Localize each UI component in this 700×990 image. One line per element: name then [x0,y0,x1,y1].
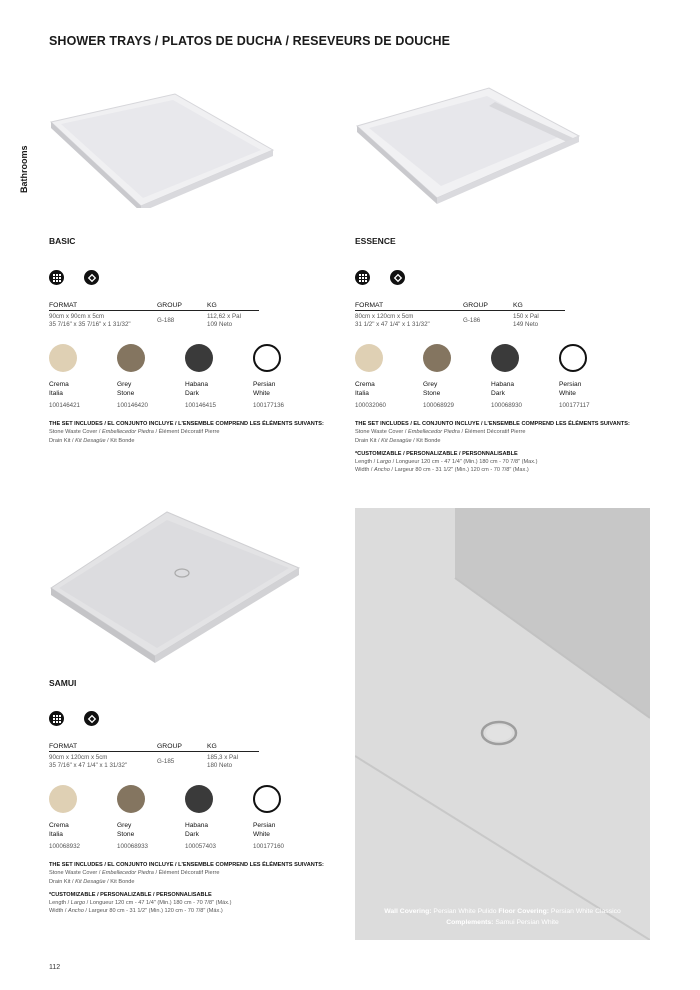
swatch-name: Crema Italia [49,822,69,838]
feature-icons [49,270,99,285]
kg-header: KG [513,302,565,311]
grid-circle-icon [49,711,64,726]
swatch-circle [559,344,587,372]
product-name: ESSENCE [355,236,396,246]
swatch-code: 100146415 [185,402,216,409]
swatch-name: Grey Stone [117,822,135,838]
includes-block: THE SET INCLUDES / EL CONJUNTO INCLUYE / L'ENSEMBLE COMPREND LES ÉLÉMENTS SUIVANTS: Stone Waste Cover / Embellecedor Piedra / Élément Décoratif Pierre Drain Kit / Kit Desagüe / Kit Bonde *CUSTOMIZABLE / PERSONALIZABLE / PERSONNALISABLE Length / Largo / Longueur 120 cm - 47 1/4" (Min.) 180 cm - 70 7/8" (Max.) Width / Ancho / Largeur 80 cm - 31 1/2" (Min.) 120 cm - 70 7/8" (Max.) [355,421,630,474]
diamond-circle-icon [84,711,99,726]
format-value: 80cm x 120cm x 5cm 31 1/2" x 47 1/4" x 1 31/32" [355,313,430,328]
swatch-name: Persian White [253,381,276,397]
swatch-item [559,344,627,409]
swatch-circle [49,785,77,813]
swatch-name: Crema Italia [355,381,375,397]
format-value: 90cm x 120cm x 5cm 35 7/16" x 47 1/4" x 1 31/32" [49,754,128,769]
color-swatches [49,785,321,850]
swatch-item [185,785,253,850]
swatch-code: 100068933 [117,843,148,850]
swatch-code: 100177160 [253,843,284,850]
color-swatches [355,344,627,409]
page-title: SHOWER TRAYS / PLATOS DE DUCHA / RESEVEURS DE DOUCHE [49,34,451,48]
swatch-code: 100032060 [355,402,386,409]
format-header: FORMAT [355,302,463,311]
swatch-circle [49,344,77,372]
diamond-circle-icon [84,270,99,285]
kg-value: 150 x Pal 149 Neto [513,313,539,328]
product-name: SAMUI [49,678,77,688]
swatch-code: 100068932 [49,843,80,850]
swatch-name: Grey Stone [117,381,135,397]
kg-value: 112,62 x Pal 109 Neto [207,313,241,328]
swatch-circle [253,785,281,813]
swatch-code: 100146420 [117,402,148,409]
swatch-name: Grey Stone [423,381,441,397]
swatch-item [185,344,253,409]
swatch-item [253,785,321,850]
swatch-item [491,344,559,409]
swatch-circle [185,785,213,813]
lifestyle-photo [355,508,650,940]
feature-icons [355,270,405,285]
group-value: G-186 [463,317,481,324]
grid-circle-icon [49,270,64,285]
swatch-circle [355,344,383,372]
group-header: GROUP [463,302,513,311]
swatch-circle [117,785,145,813]
format-header: FORMAT [49,743,157,752]
product-name: BASIC [49,236,76,246]
kg-value: 185,3 x Pal 180 Neto [207,754,238,769]
includes-block: THE SET INCLUDES / EL CONJUNTO INCLUYE / L'ENSEMBLE COMPREND LES ÉLÉMENTS SUIVANTS: Stone Waste Cover / Embellecedor Piedra / Élément Décoratif Pierre Drain Kit / Kit Desagüe / Kit Bonde *CUSTOMIZABLE / PERSONALIZABLE / PERSONNALISABLE Length / Largo / Longueur 120 cm - 47 1/4" (Min.) 180 cm - 70 7/8" (Máx.) Width / Ancho / Largeur 80 cm - 31 1/2" (Min.) 120 cm - 70 7/8" (Máx.) [49,862,324,915]
swatch-code: 100177117 [559,402,590,409]
swatch-circle [117,344,145,372]
basic-product-image [49,88,279,208]
swatch-name: Habana Dark [491,381,515,397]
page-number: 112 [49,964,61,971]
samui-product-image [49,506,301,664]
swatch-item [117,344,185,409]
group-header: GROUP [157,743,207,752]
kg-header: KG [207,302,259,311]
section-side-label: Bathrooms [19,145,29,193]
swatch-name: Persian White [559,381,582,397]
swatch-item [355,344,423,409]
group-value: G-188 [157,317,175,324]
format-value: 90cm x 90cm x 5cm 35 7/16" x 35 7/16" x 1 31/32" [49,313,131,328]
swatch-circle [491,344,519,372]
swatch-code: 100057403 [185,843,216,850]
swatch-circle [185,344,213,372]
spec-table [49,743,259,770]
grid-circle-icon [355,270,370,285]
swatch-code: 100068929 [423,402,454,409]
group-value: G-185 [157,758,175,765]
swatch-circle [423,344,451,372]
group-header: GROUP [157,302,207,311]
swatch-code: 100177136 [253,402,284,409]
diamond-circle-icon [390,270,405,285]
swatch-code: 100068930 [491,402,522,409]
swatch-item [117,785,185,850]
swatch-code: 100146421 [49,402,80,409]
feature-icons [49,711,99,726]
photo-caption: Wall Covering: Persian White Pulido Floor Covering: Persian White Classico Complements: Samui Persian White [384,908,621,926]
format-header: FORMAT [49,302,157,311]
swatch-item [49,344,117,409]
essence-product-image [355,82,585,204]
swatch-name: Persian White [253,822,276,838]
spec-table [49,302,259,329]
swatch-item [423,344,491,409]
swatch-circle [253,344,281,372]
spec-table [355,302,565,329]
includes-block: THE SET INCLUDES / EL CONJUNTO INCLUYE / L'ENSEMBLE COMPREND LES ÉLÉMENTS SUIVANTS: Stone Waste Cover / Embellecedor Piedra / Élément Décoratif Pierre Drain Kit / Kit Desagüe / Kit Bonde [49,421,324,444]
swatch-item [253,344,321,409]
kg-header: KG [207,743,259,752]
color-swatches [49,344,321,409]
swatch-name: Crema Italia [49,381,69,397]
swatch-name: Habana Dark [185,381,209,397]
swatch-name: Habana Dark [185,822,209,838]
swatch-item [49,785,117,850]
